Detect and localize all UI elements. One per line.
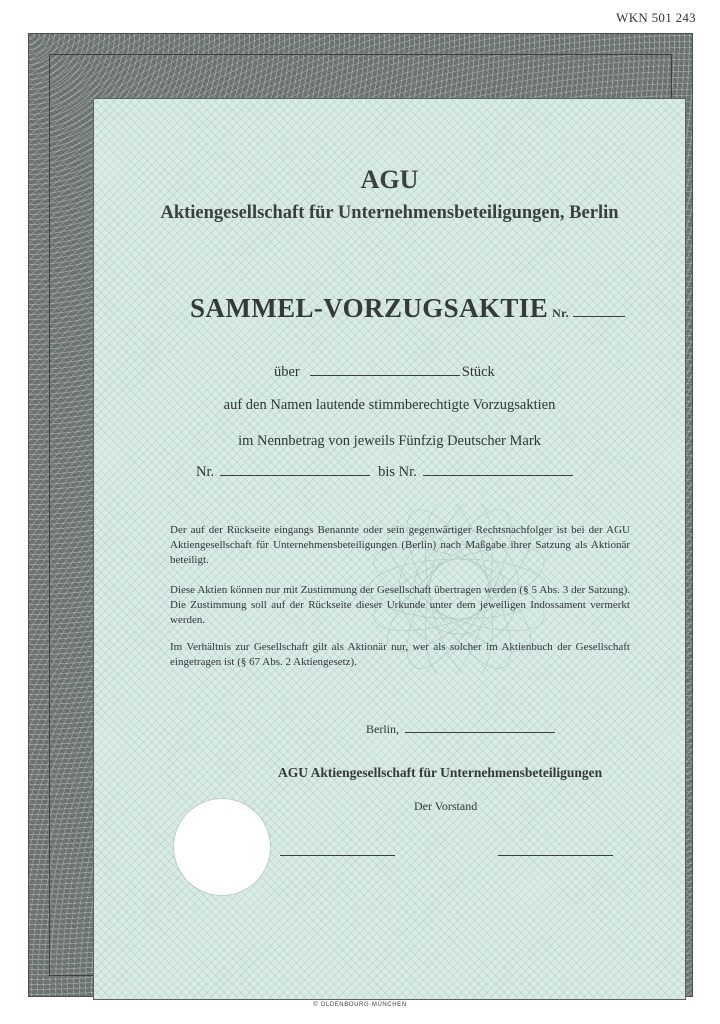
signature-line-left [280,855,395,856]
seal-blank-circle [174,799,270,895]
quantity-suffix: Stück [461,364,495,380]
place-date-row [366,722,555,737]
share-range-row [196,464,573,481]
place-label: Berlin, [366,722,399,736]
share-title-text: SAMMEL-VORZUGSAKTIE [190,293,549,323]
date-blank [405,732,555,733]
certificate-number-label: Nr. [552,306,570,320]
company-full-name: Aktiengesellschaft für Unternehmensbeteiligungen, Berlin [160,203,619,223]
wkn-number: WKN 501 243 [616,10,696,25]
signature-line-right [498,855,613,856]
certificate-panel [93,98,686,1000]
quantity-blank [310,375,460,376]
quantity-row [274,364,495,381]
printer-imprint: © OLDENBOURG·MÜNCHEN [313,1002,407,1008]
range-from-label: Nr. [196,464,215,480]
body-paragraph-3: Im Verhältnis zur Gesellschaft gilt als Aktionär nur, wer als solcher im Aktienbuch der Gesellschaft eingetragen ist (§ 67 Abs. 2 Aktiengesetz). [170,641,630,668]
share-type-line: auf den Namen lautende stimmberechtigte Vorzugsaktien [223,397,556,413]
nominal-value-line: im Nennbetrag von jeweils Fünfzig Deutscher Mark [238,433,541,449]
range-to-label: bis Nr. [378,464,417,480]
body-paragraph-1: Der auf der Rückseite eingangs Benannte oder sein gegenwärtiger Rechtsnachfolger ist bei der AGU Aktiengesellschaft für Unternehmensbeteiligungen (Berlin) nach Maßgabe ihrer Satzung als Aktionär beteiligt. [170,524,630,566]
board-label: Der Vorstand [414,799,478,813]
share-title [190,293,625,324]
signatory-company: AGU Aktiengesellschaft für Unternehmensbeteiligungen [278,765,603,780]
company-short-name: AGU [360,165,419,194]
range-from-blank [220,475,370,476]
range-to-blank [423,475,573,476]
body-paragraph-2: Diese Aktien können nur mit Zustimmung der Gesellschaft übertragen werden (§ 5 Abs. 3 der Satzung). Die Zustimmung soll auf der Rückseite dieser Urkunde unter dem jeweiligen Indossament vermerkt werden. [170,584,630,626]
guilloche-border-frame [28,33,693,997]
quantity-prefix: über [274,364,300,380]
certificate-number-blank [573,316,625,317]
